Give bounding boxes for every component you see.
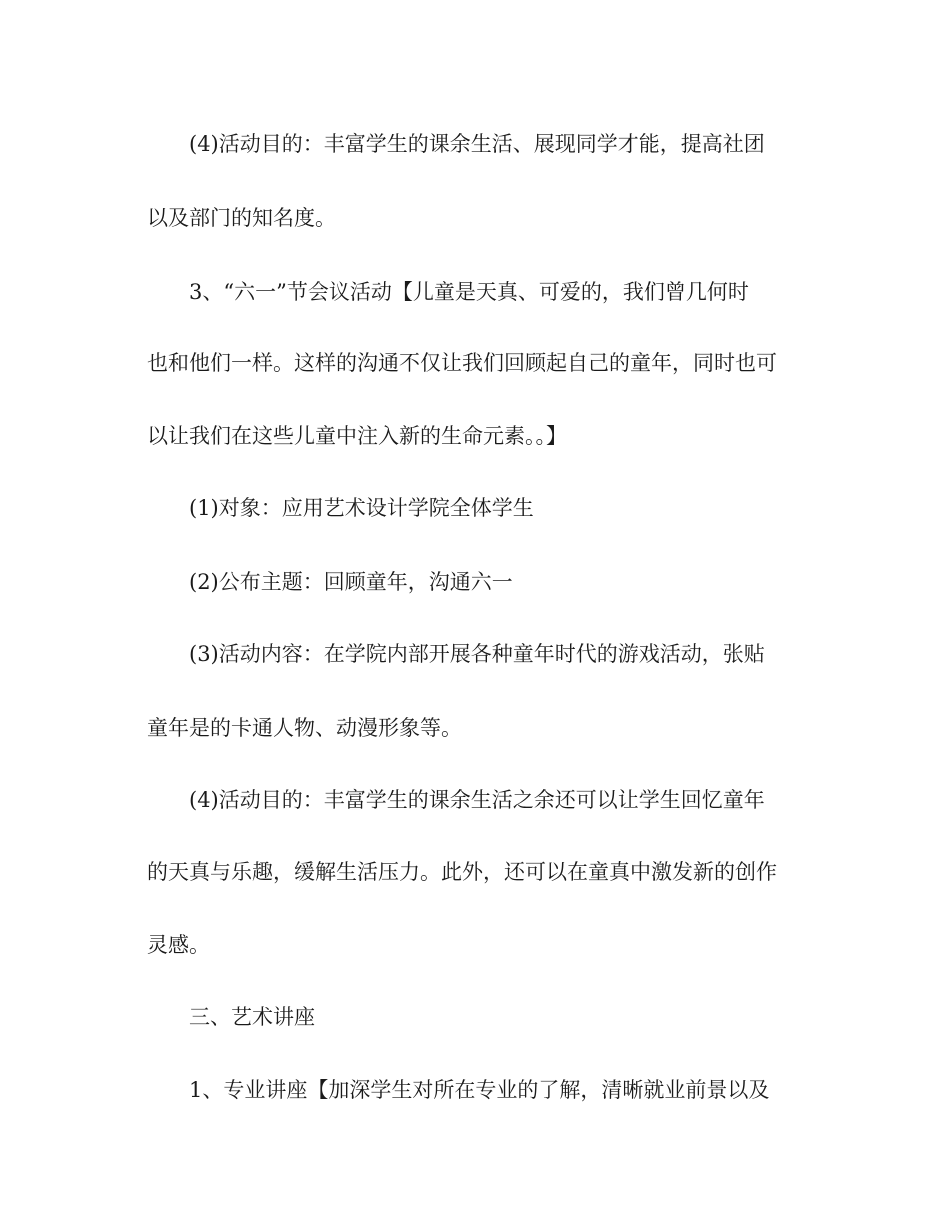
- paragraph-line: 3、“六一”节会议活动【儿童是天真、可爱的，我们曾几何时: [189, 280, 749, 304]
- paragraph-line: (1)对象：应用艺术设计学院全体学生: [189, 496, 534, 520]
- paragraph-line: 灵感。: [147, 933, 210, 957]
- section-heading: 三、艺术讲座: [189, 1005, 315, 1029]
- paragraph-line: (3)活动内容：在学院内部开展各种童年时代的游戏活动，张贴: [189, 642, 765, 666]
- paragraph-line: 童年是的卡通人物、动漫形象等。: [147, 716, 462, 740]
- paragraph-line: (4)活动目的：丰富学生的课余生活、展现同学才能，提高社团: [189, 132, 765, 156]
- paragraph-line: (2)公布主题：回顾童年，沟通六一: [189, 570, 513, 594]
- paragraph-line: 的天真与乐趣，缓解生活压力。此外，还可以在童真中激发新的创作: [147, 860, 777, 884]
- paragraph-line: (4)活动目的：丰富学生的课余生活之余还可以让学生回忆童年: [189, 788, 765, 812]
- paragraph-line: 也和他们一样。这样的沟通不仅让我们回顾起自己的童年，同时也可: [147, 351, 777, 375]
- paragraph-line: 1、专业讲座【加深学生对所在专业的了解，清晰就业前景以及: [189, 1078, 770, 1102]
- paragraph-line: 以让我们在这些儿童中注入新的生命元素。。】: [147, 424, 567, 448]
- paragraph-line: 以及部门的知名度。: [147, 206, 336, 230]
